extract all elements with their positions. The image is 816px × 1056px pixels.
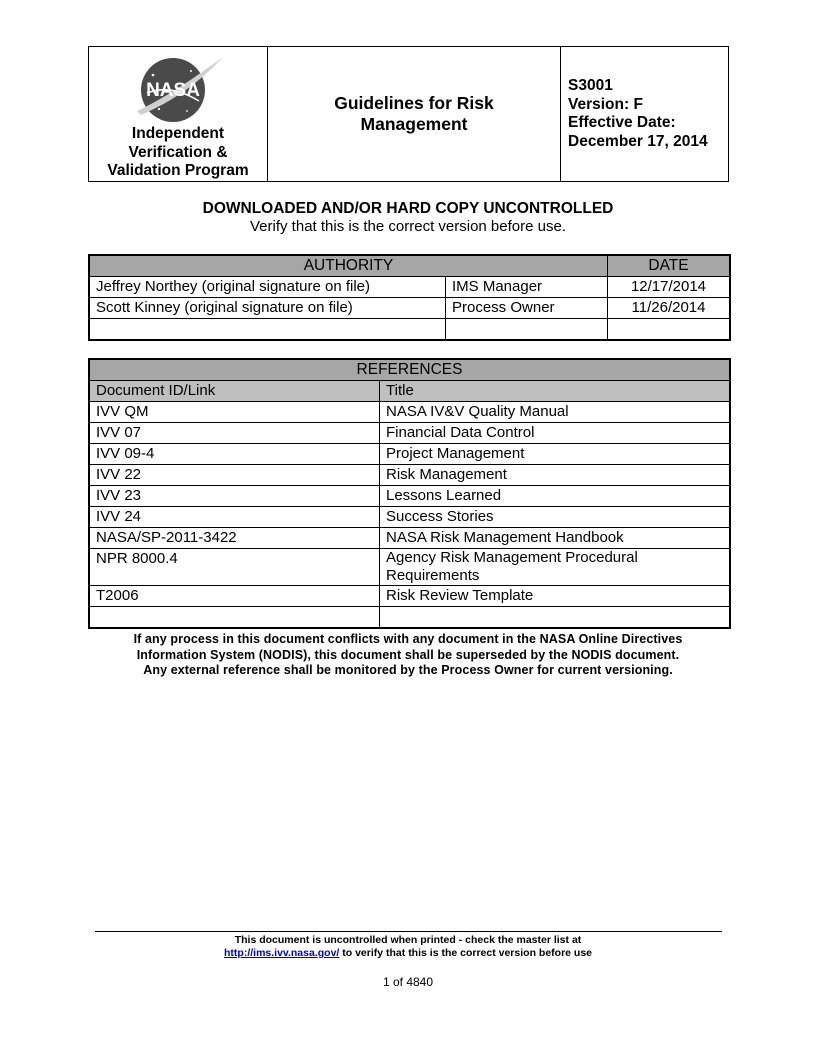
- effective-date: December 17, 2014: [568, 132, 708, 150]
- reference-title: NASA Risk Management Handbook: [380, 528, 730, 549]
- reference-id: [90, 607, 380, 628]
- footer-line-2: [0, 947, 816, 959]
- table-row: [90, 465, 730, 486]
- table-row: [90, 423, 730, 444]
- signer-name: [90, 319, 446, 340]
- header-org-cell: [89, 47, 268, 181]
- organization-name: [89, 125, 267, 181]
- table-row: [90, 586, 730, 607]
- document-title: [268, 93, 560, 135]
- table-row: [90, 444, 730, 465]
- document-header: [88, 46, 729, 182]
- table-row: [90, 507, 730, 528]
- document-id: S3001: [568, 77, 613, 94]
- reference-id: IVV QM: [90, 402, 380, 423]
- column-header-document-id: Document ID/Link: [90, 381, 380, 402]
- org-line: Independent: [131, 125, 225, 142]
- notice-line: Information System (NODIS), this document shall be superseded by the NODIS document.: [136, 647, 680, 662]
- title-line: Management: [360, 114, 468, 134]
- signer-date: [608, 319, 730, 340]
- reference-id: NASA/SP-2011-3422: [90, 528, 380, 549]
- reference-id: IVV 22: [90, 465, 380, 486]
- date-heading: DATE: [608, 256, 730, 277]
- reference-id: IVV 09-4: [90, 444, 380, 465]
- table-row: [90, 277, 730, 298]
- header-title-cell: [268, 47, 561, 181]
- document-version: Version: F: [568, 95, 643, 113]
- reference-id: IVV 07: [90, 423, 380, 444]
- footer-divider: [95, 931, 722, 932]
- header-meta-cell: [561, 47, 728, 181]
- reference-title: Success Stories: [380, 507, 730, 528]
- page-number: 1 of 4840: [382, 975, 434, 989]
- references-table: [89, 359, 730, 628]
- authority-header-row: [90, 256, 730, 277]
- document-meta: [568, 77, 708, 151]
- footer-line-1: This document is uncontrolled when printed - check the master list at: [234, 934, 582, 946]
- org-line: Validation Program: [107, 162, 249, 179]
- signer-name: Jeffrey Northey (original signature on file): [90, 277, 446, 298]
- signer-date: 11/26/2014: [608, 298, 730, 319]
- table-row: [90, 402, 730, 423]
- reference-title: Agency Risk Management Procedural Requirements: [380, 549, 730, 586]
- signer-name: Scott Kinney (original signature on file): [90, 298, 446, 319]
- reference-title: Financial Data Control: [380, 423, 730, 444]
- notice-line: Any external reference shall be monitored by the Process Owner for current versioning.: [143, 663, 673, 677]
- uncontrolled-subheading: Verify that this is the correct version before use.: [250, 218, 566, 235]
- effective-date-label: Effective Date:: [568, 114, 676, 131]
- notice-line: If any process in this document conflicts with any document in the NASA Online Directives: [133, 632, 683, 646]
- signer-date: 12/17/2014: [608, 277, 730, 298]
- org-line: Verification &: [128, 143, 228, 161]
- references-heading: REFERENCES: [90, 360, 730, 381]
- reference-title: Risk Management: [380, 465, 730, 486]
- references-header-row: [90, 360, 730, 381]
- reference-title: Risk Review Template: [380, 586, 730, 607]
- reference-title: NASA IV&V Quality Manual: [380, 402, 730, 423]
- title-line: Guidelines for Risk: [334, 93, 494, 113]
- footer-line-2-text: to verify that this is the correct version before use: [339, 947, 592, 959]
- authority-table: [89, 255, 730, 340]
- reference-id: NPR 8000.4: [90, 549, 380, 586]
- nasa-logo: [133, 53, 225, 123]
- table-row: [90, 319, 730, 340]
- ims-link[interactable]: http://ims.ivv.nasa.gov/: [224, 947, 340, 959]
- authority-heading: AUTHORITY: [90, 256, 608, 277]
- reference-title: [380, 607, 730, 628]
- table-row: [90, 298, 730, 319]
- reference-id: IVV 23: [90, 486, 380, 507]
- table-row: [90, 528, 730, 549]
- reference-title: Lessons Learned: [380, 486, 730, 507]
- reference-id: IVV 24: [90, 507, 380, 528]
- nodis-notice: [0, 632, 816, 679]
- references-column-header-row: [90, 381, 730, 402]
- table-row: [90, 549, 730, 586]
- uncontrolled-heading: DOWNLOADED AND/OR HARD COPY UNCONTROLLED: [202, 200, 614, 217]
- table-row: [90, 607, 730, 628]
- table-row: [90, 486, 730, 507]
- reference-title: Project Management: [380, 444, 730, 465]
- signer-role: Process Owner: [446, 298, 608, 319]
- signer-role: IMS Manager: [446, 277, 608, 298]
- signer-role: [446, 319, 608, 340]
- nasa-logo-text: NASA: [146, 80, 200, 101]
- reference-id: T2006: [90, 586, 380, 607]
- column-header-title: Title: [380, 381, 730, 402]
